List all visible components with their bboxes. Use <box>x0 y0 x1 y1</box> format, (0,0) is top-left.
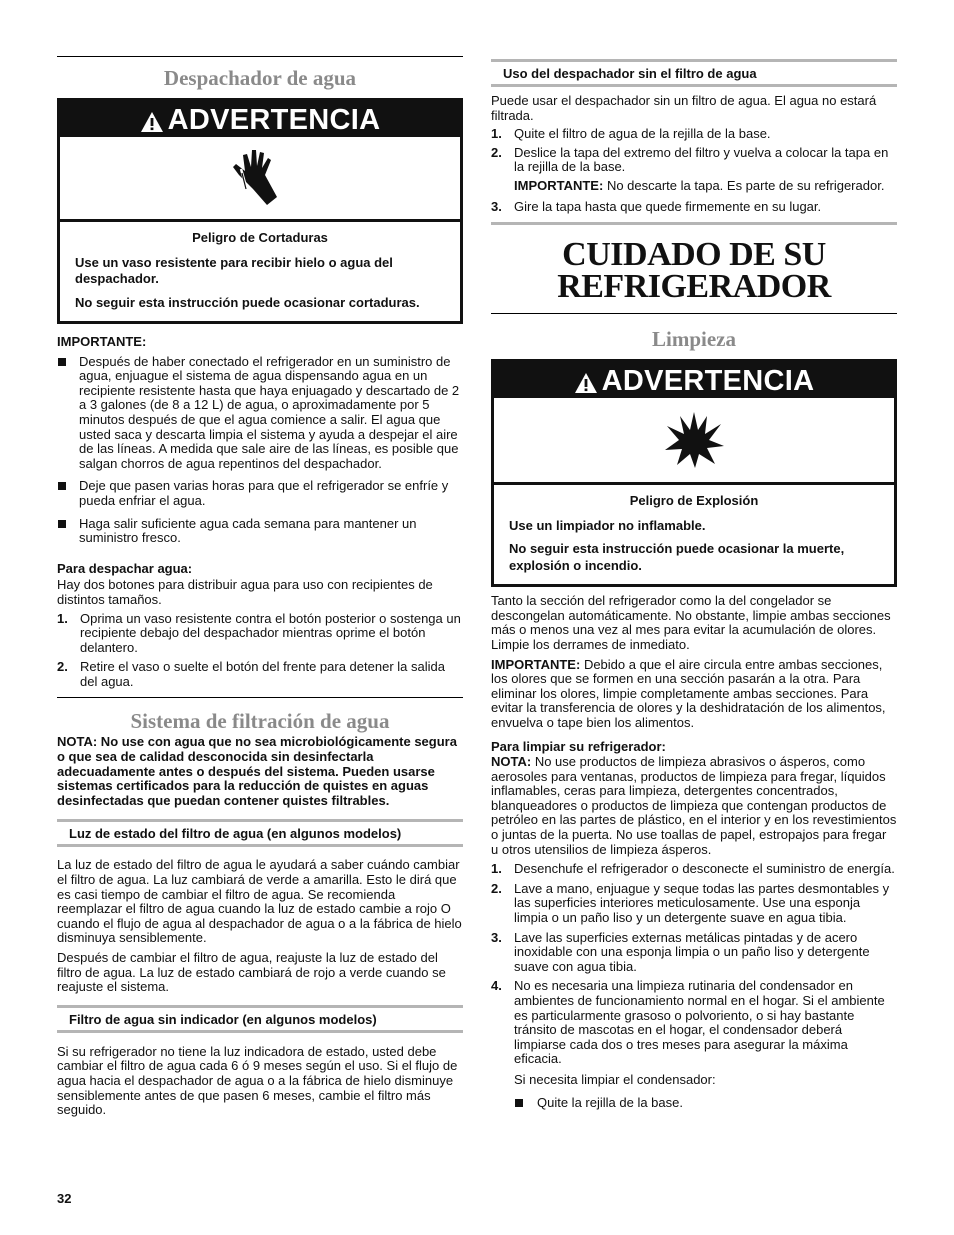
warning-line: Use un limpiador no inflamable. <box>509 517 706 533</box>
no-filter-heading: Uso del despachador sin el filtro de agua <box>491 59 897 87</box>
list-item: Haga salir suficiente agua cada semana para mantener un suministro fresco. <box>57 517 463 546</box>
warning-title: Peligro de Cortaduras <box>192 230 328 245</box>
clean-heading: Para limpiar su refrigerador: <box>491 738 666 754</box>
warning-label: ADVERTENCIA <box>601 365 815 398</box>
paragraph: Si su refrigerador no tiene la luz indicadora de estado, usted debe cambiar el filtro de agua cada 6 ó 9 meses según el uso. Si el flujo de agua hacia el despachador de agua o a la fábrica de hielo disminuye sensiblemente antes de que pasen 6 meses, cambie el filtro más seguido. <box>57 1043 458 1118</box>
warning-text <box>494 485 894 584</box>
important-label: IMPORTANTE: <box>57 334 147 349</box>
dispense-heading: Para despachar agua: <box>57 560 193 576</box>
list-item <box>57 660 463 689</box>
list-item <box>491 127 897 142</box>
step-text: No es necesaria una limpieza rutinaria del condensador en ambientes de funcionamiento normal en el hogar. Si el ambiente es particularmente grasoso o polvoriento, o si hay bastante tránsito de mascotas en el hogar, el condensador deberá limpiarse cada dos o tres meses para asegurar la máxima eficacia. <box>514 978 885 1067</box>
warning-header <box>60 101 460 137</box>
step-text: Lave las superficies externas metálicas pintadas y de acero inoxidable con una esponja limpia o un paño liso y detergente suave con agua tibia. <box>514 929 870 974</box>
paragraph <box>491 755 897 857</box>
warning-icon-area <box>60 137 460 222</box>
section-rule <box>57 56 463 90</box>
paragraph: Puede usar el despachador sin un filtro de agua. El agua no estará filtrada. <box>491 93 877 123</box>
dispense-steps <box>57 612 463 690</box>
filter-note: NOTA: No use con agua que no sea microbiológicamente segura o que sea de calidad desconocida sin desinfectarla adecuadamente antes o después del sistema. Pueden usarse sistemas certificados para la reducción de quistes en aguas desinfectadas que puedan contener quistes filtrables. <box>57 734 457 808</box>
list-item <box>491 146 897 194</box>
step-text: Gire la tapa hasta que quede firmemente en su lugar. <box>514 198 822 214</box>
warning-triangle-icon <box>574 372 598 394</box>
paragraph: Tanto la sección del refrigerador como la del congelador se descongelan automáticamente. No obstante, limpie ambas secciones más o menos una vez al mes para evitar la acumulación de olores. Limpie los derrames de inmediato. <box>491 593 891 652</box>
list-item: Deje que pasen varias horas para que el refrigerador se enfríe y pueda enfriar el agua. <box>57 479 463 508</box>
step-text: Deslice la tapa del extremo del filtro y vuelva a colocar la tapa en la rejilla de la base. <box>514 144 889 175</box>
step-number: 1. <box>491 861 502 877</box>
step-text: Oprima un vaso resistente contra el botón posterior o sostenga un recipiente debajo del despachador mientras oprime el botón delantero. <box>80 610 461 655</box>
warning-title: Peligro de Explosión <box>629 493 759 509</box>
step-text: Lave a mano, enjuague y seque todas las partes desmontables y las superficies interiores meticulosamente. Use una esponja limpia o un paño liso y un detergente suave en agua tibia. <box>514 880 890 926</box>
step-text: Quite el filtro de agua de la rejilla de la base. <box>514 126 771 142</box>
warning-line: No seguir esta instrucción puede ocasionar la muerte, explosión o incendio. <box>509 541 845 573</box>
important-text: No descarte la tapa. Es parte de su refrigerador. <box>606 177 885 193</box>
paragraph: La luz de estado del filtro de agua le ayudará a saber cuándo cambiar el filtro de agua. La luz cambiará de verde a amarilla. Esto le dirá que es casi tiempo de cambiar el filtro de agua. Se recomienda reemplazar el filtro de agua cuando la luz de estado cambie a rojo O cuando el flujo de agua al despachador de agua o a la fábrica de hielo disminuya sensiblemente. <box>57 857 462 946</box>
list-item: Quite la rejilla de la base. <box>514 1096 897 1111</box>
important-text: Debido a que el aire circula entre ambas secciones, los olores que se formen en una sección pasarán a la otra. Para eliminar los olores, limpie completamente ambas secciones. Para evitar la transferencia de olores y la deshidratación de los alimentos, envuelva o tape bien los alimentos. <box>491 656 886 730</box>
warning-line: No seguir esta instrucción puede ocasionar cortaduras. <box>75 294 420 310</box>
list-item <box>491 979 897 1110</box>
care-title-block <box>491 222 897 314</box>
list-item <box>491 862 897 877</box>
page-number: 32 <box>57 1191 72 1206</box>
step-text: Desenchufe el refrigerador o desconecte el suministro de energía. <box>514 861 895 877</box>
important-list <box>57 355 463 546</box>
cap-important <box>514 179 897 194</box>
dispense-intro: Hay dos botones para distribuir agua para uso con recipientes de distintos tamaños. <box>57 577 433 607</box>
left-column <box>57 56 463 1118</box>
warning-text <box>60 222 460 321</box>
section-rule <box>57 697 463 733</box>
step-number: 3. <box>491 198 502 214</box>
step-number: 2. <box>491 880 502 896</box>
care-title-line: REFRIGERADOR <box>557 268 831 306</box>
cleaning-heading: Limpieza <box>652 327 736 352</box>
condenser-intro: Si necesita limpiar el condensador: <box>514 1071 716 1087</box>
note-label: NOTA: <box>491 754 532 770</box>
clean-steps <box>491 862 897 1110</box>
paragraph: Después de cambiar el filtro de agua, reajuste la luz de estado del filtro de agua. La luz de estado cambiará de rojo a verde cuando se reajuste el sistema. <box>57 950 446 995</box>
warning-header <box>494 362 894 398</box>
paragraph <box>491 658 897 731</box>
warning-box-explosion <box>491 359 897 587</box>
explosion-icon <box>663 410 725 470</box>
no-indicator-heading: Filtro de agua sin indicador (en algunos modelos) <box>57 1005 463 1033</box>
important-label: IMPORTANTE: <box>491 656 581 672</box>
step-number: 1. <box>57 610 68 626</box>
step-number: 2. <box>491 144 502 160</box>
cut-hand-icon <box>227 145 293 211</box>
warning-box-cuts <box>57 98 463 324</box>
list-item <box>57 612 463 656</box>
list-item <box>491 882 897 926</box>
step-number: 4. <box>491 978 502 994</box>
no-filter-steps <box>491 127 897 214</box>
note-text: No use productos de limpieza abrasivos o ásperos, como aerosoles para ventanas, productos de limpieza para fregar, líquidos inflamables, ceras para limpieza, detergentes concentrados, blanqueadores o productos de limpieza que contengan productos de petróleo en las partes de plástico, en el interior y en los revestimientos o juntas de la puerta. No use toallas de papel, estropajos para fregar u otros utensilios de limpieza ásperos. <box>491 754 897 857</box>
step-number: 1. <box>491 126 502 142</box>
step-number: 3. <box>491 929 502 945</box>
step-text: Retire el vaso o suelte el botón del frente para detener la salida del agua. <box>80 659 445 689</box>
condenser-list <box>514 1096 897 1111</box>
important-label: IMPORTANTE: <box>514 177 604 193</box>
right-column <box>491 59 897 1110</box>
water-dispenser-heading: Despachador de agua <box>163 66 357 90</box>
warning-label: ADVERTENCIA <box>167 104 381 136</box>
status-light-heading: Luz de estado del filtro de agua (en algunos modelos) <box>57 819 463 847</box>
care-title-line: CUIDADO DE SU <box>562 236 826 274</box>
list-item <box>491 931 897 975</box>
warning-icon-area <box>494 398 894 485</box>
step-number: 2. <box>57 659 68 675</box>
filter-system-heading: Sistema de filtración de agua <box>130 709 390 734</box>
list-item <box>491 200 897 215</box>
warning-line: Use un vaso resistente para recibir hielo o agua del despachador. <box>75 254 393 286</box>
warning-triangle-icon <box>140 111 164 133</box>
list-item: Después de haber conectado el refrigerador en un suministro de agua, enjuague el sistema de agua dispensando agua en un recipiente resistente hasta que haya enjuagado y descartado de 2 a 3 galones (de 8 a 12 L) de agua, o aproximadamente por 5 minutos después de que el agua comience a salir. El agua que usted saca y descarta limpia el sistema y ayuda a despejar el aire de las líneas. A medida que sale aire de las líneas, es posible que salgan chorros de agua repentinos del despachador. <box>57 355 463 472</box>
